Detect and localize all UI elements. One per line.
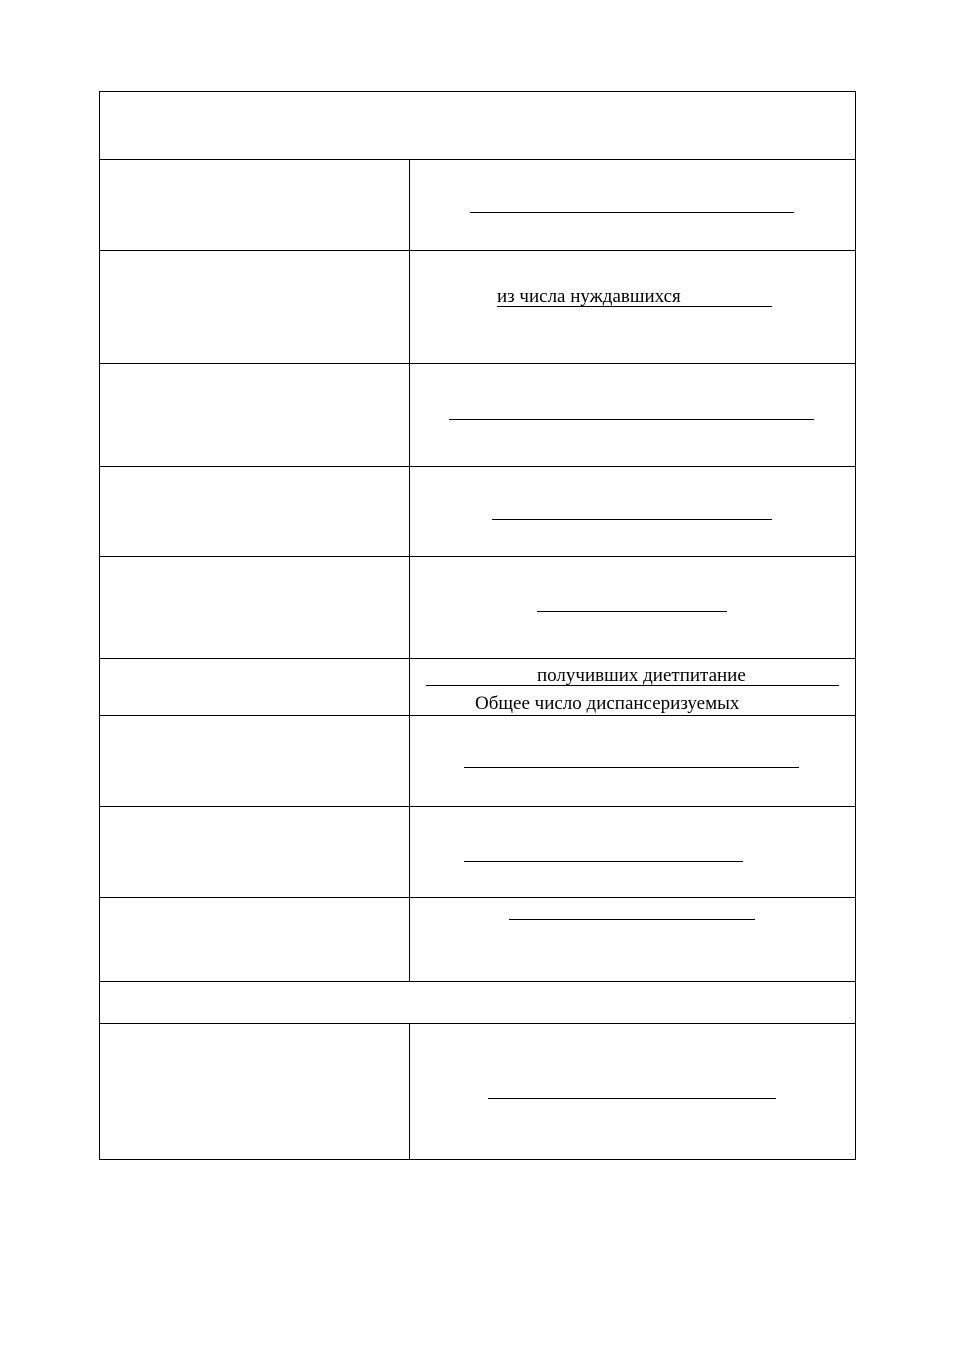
column-divider [409, 1023, 410, 1160]
total-label: Общее число диспансеризуемых [475, 693, 740, 714]
blank-field-line [488, 1098, 776, 1099]
blank-field-line [497, 306, 772, 307]
blank-field-line [492, 519, 772, 520]
blank-field-line [449, 419, 814, 420]
row-divider [99, 806, 856, 807]
blank-field-line [509, 919, 755, 920]
blank-field-line [464, 767, 799, 768]
needing-label: из числа нуждавшихся [497, 286, 681, 307]
row-divider [99, 466, 856, 467]
row-divider [99, 658, 856, 659]
blank-field-line [426, 685, 839, 686]
blank-field-line [470, 212, 794, 213]
row-divider [99, 363, 856, 364]
row-divider [99, 250, 856, 251]
table-frame [99, 91, 856, 1160]
row-divider [99, 1023, 856, 1024]
row-divider [99, 715, 856, 716]
blank-field-line [537, 611, 727, 612]
row-divider [99, 159, 856, 160]
row-divider [99, 897, 856, 898]
blank-field-line [464, 861, 743, 862]
column-divider [409, 159, 410, 981]
row-divider [99, 981, 856, 982]
diet-label: получивших диетпитание [537, 665, 746, 686]
row-divider [99, 556, 856, 557]
